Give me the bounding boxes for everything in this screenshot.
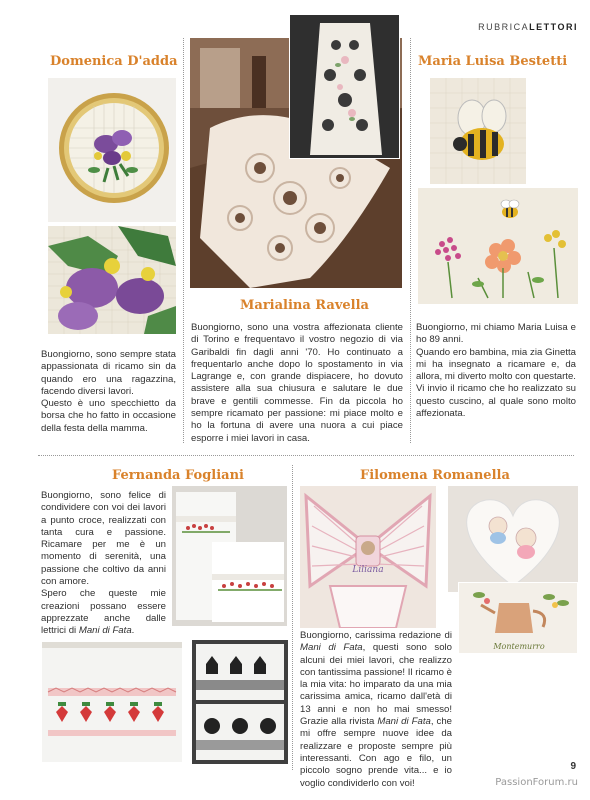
text-maria-luisa: Buongiorno, mi chiamo Maria Luisa e ho 89 anni. Quando ero bambina, mia zia Ginetta mi ha insegnato a ricamare e, da allora, mi diverto molto con questarte. Vi invio il ricamo che ho realizzato su questo cuscino, al quale sono molto affezionata.: [416, 322, 576, 420]
author-name-filomena: Filomena Romanella: [360, 468, 510, 483]
photo-embroidered-cushion: [418, 188, 578, 304]
photo-towels-set: [172, 486, 287, 626]
author-name-marialina: Marialina Ravella: [240, 298, 369, 313]
bib-name-text: Liliana: [352, 565, 384, 575]
text-domenica: Buongiorno, sono sempre stata appassionata di ricamo sin da quando ero una ragazzina, facendo diversi lavori. Questo è uno specchietto da borsa che ho fatto in occasione della festa della mamma.: [41, 349, 176, 434]
divider-top-left: [183, 38, 184, 443]
photo-cross-stitch-violets: [48, 226, 176, 334]
watermark: PassionForum.ru: [495, 777, 578, 788]
author-name-maria-luisa: Maria Luisa Bestetti: [418, 54, 568, 69]
photo-runner-closeup: [289, 14, 400, 159]
photo-bee-embroidery: [430, 78, 526, 184]
photo-mirror-embroidery: [48, 78, 176, 222]
text-filomena: Buongiorno, carissima redazione di Mani di Fata, questi sono solo alcuni dei miei lavori, che realizzo con tantissima passione! Il ricamo è la mia vita: ho imparato da una mia carissima amica, ricamo dall'età di 13 anni e non ho mai smesso! Grazie alla rivista Mani di Fata, che mi offre sempre nuove idee da realizzare e proposte sempre più interessanti. Con ago e filo, un piccolo sogno prende vita... e io voglio condividerlo con voi!: [300, 630, 452, 789]
towel-text: Montemurro: [493, 642, 545, 651]
divider-top-right: [410, 38, 411, 443]
page-number: 9: [570, 761, 576, 772]
text-marialina: Buongiorno, sono una vostra affezionata cliente di Torino e frequentavo il vostro negozio di via Garibaldi fin dagli anni '70. Ho continuato a frequentarlo anche dopo lo spostamento in via Lagrange e, con grande dispiacere, ho dovuto assistere alla sua chiusura e salutare le due brave e gentili commesse. Fin da piccola ho sempre ricamato per passione: mi piace molto e ho la fortuna di avere una nuora a cui piace esporre i miei lavori in casa.: [191, 322, 403, 444]
divider-bottom: [292, 465, 293, 770]
photo-bow-bib: [300, 486, 436, 628]
photo-teapot-towel: [458, 582, 578, 654]
section-header: RUBRICALETTORI: [478, 22, 578, 32]
author-name-fernanda: Fernanda Fogliani: [112, 468, 244, 483]
photo-heart-embroidery: [448, 486, 578, 592]
author-name-domenica: Domenica D'adda: [50, 54, 178, 69]
photo-towel-strawberries: [42, 642, 182, 762]
text-fernanda: Buongiorno, sono felice di condividere con voi dei lavori a punto croce, realizzati con tanta cura e passione. Ricamare per me è un momento di serenità, una passione che coltivo da anni con amore. Spero che queste mie creazioni possano essere apprezzate anche dalle lettrici di Mani di Fata.: [41, 490, 166, 637]
photo-cat-towels: [192, 640, 288, 764]
divider-horizontal: [38, 455, 574, 456]
